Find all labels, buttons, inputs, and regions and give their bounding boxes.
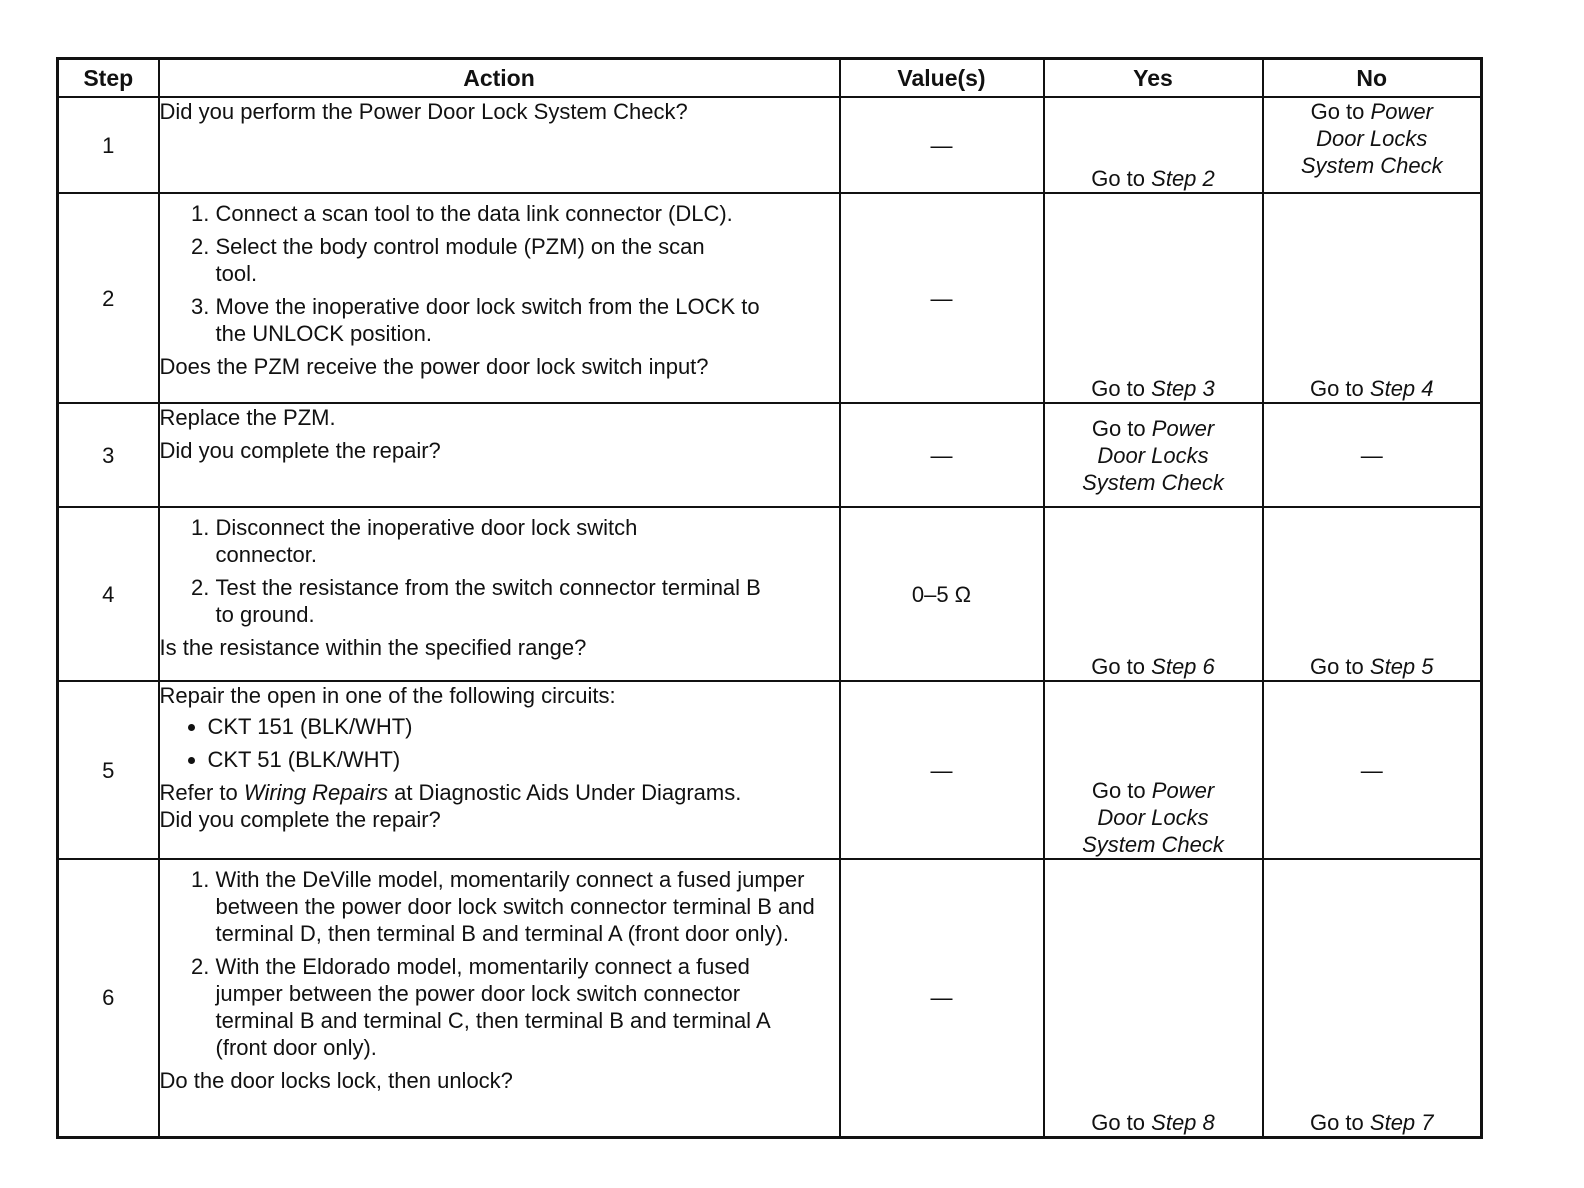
no-cell: —: [1263, 403, 1482, 507]
yes-target: Step 6: [1151, 654, 1215, 679]
list-item: 3. Move the inoperative door lock switch from the LOCK to the UNLOCK position.: [216, 293, 839, 347]
step-number: 2: [58, 193, 159, 403]
action-cell: [159, 97, 840, 193]
list-item: • CKT 51 (BLK/WHT): [208, 746, 839, 773]
question-text: Do the door locks lock, then unlock?: [159, 1068, 513, 1093]
action-steps-list: [160, 200, 839, 347]
step-number: 4: [58, 507, 159, 681]
action-steps-list: [160, 514, 839, 628]
goto-label: Go to: [1091, 654, 1146, 679]
no-cell: [1263, 507, 1482, 681]
step-number: 3: [58, 403, 159, 507]
refer-text: [160, 779, 839, 806]
action-text: Replace the PZM.: [159, 405, 336, 430]
action-steps-list: [160, 866, 839, 1061]
wiring-repairs-reference: Wiring Repairs: [243, 780, 388, 805]
question-text: Did you complete the repair?: [159, 807, 441, 832]
table-row: [58, 507, 1482, 681]
no-target: System Check: [1300, 153, 1443, 178]
list-item: 2. Select the body control module (PZM) on the scan tool.: [216, 233, 839, 287]
header-values: Value(s): [840, 59, 1044, 98]
header-row: [58, 59, 1482, 98]
value-cell: —: [840, 97, 1044, 193]
no-target: Power: [1370, 99, 1433, 124]
list-item: 2. With the Eldorado model, momentarily connect a fused jumper between the power door lock switch connector terminal B and terminal C, then terminal B and terminal A (front door only).: [216, 953, 839, 1061]
refer-suffix: at Diagnostic Aids Under Diagrams.: [394, 780, 742, 805]
action-cell: [159, 507, 840, 681]
yes-cell: [1044, 97, 1263, 193]
header-step: Step: [58, 59, 159, 98]
no-cell: [1263, 97, 1482, 193]
no-cell: [1263, 859, 1482, 1137]
action-cell: [159, 403, 840, 507]
diagnostic-table: [56, 57, 1483, 1139]
header-action: Action: [159, 59, 840, 98]
yes-target: Step 3: [1151, 376, 1215, 401]
list-item: • CKT 151 (BLK/WHT): [208, 713, 839, 740]
no-target: Step 7: [1369, 1109, 1434, 1135]
value-cell: 0–5 Ω: [840, 507, 1044, 681]
yes-target: Power: [1151, 778, 1215, 803]
header-yes: Yes: [1044, 59, 1263, 98]
goto-label: Go to: [1091, 415, 1146, 441]
yes-target: System Check: [1082, 832, 1224, 857]
action-text: Repair the open in one of the following circuits:: [159, 683, 616, 708]
action-cell: [159, 681, 840, 859]
no-cell: [1263, 193, 1482, 403]
list-item: 1. With the DeVille model, momentarily connect a fused jumper between the power door lock switch connector terminal B and terminal D, then terminal B and terminal A (front door only).: [216, 866, 839, 947]
table-row: [58, 193, 1482, 403]
yes-cell: [1044, 859, 1263, 1137]
step-number: 1: [58, 97, 159, 193]
refer-prefix: Refer to: [159, 780, 238, 805]
no-target: Door Locks: [1316, 126, 1428, 151]
action-cell: [159, 859, 840, 1137]
goto-label: Go to: [1091, 778, 1146, 803]
list-item: 1. Connect a scan tool to the data link connector (DLC).: [216, 200, 839, 227]
table-row: [58, 859, 1482, 1137]
table-row: [58, 403, 1482, 507]
yes-cell: [1044, 193, 1263, 403]
goto-label: Go to: [1309, 1109, 1364, 1135]
question-text: Did you complete the repair?: [159, 438, 441, 463]
yes-target: Step 8: [1151, 1109, 1215, 1135]
value-cell: —: [840, 403, 1044, 507]
no-target: Step 4: [1369, 376, 1434, 401]
table-row: [58, 681, 1482, 859]
question-text: Is the resistance within the specified range?: [159, 635, 587, 660]
list-item: 1. Disconnect the inoperative door lock switch connector.: [216, 514, 839, 568]
yes-target: System Check: [1082, 469, 1224, 495]
yes-cell: [1044, 507, 1263, 681]
no-cell: —: [1263, 681, 1482, 859]
list-item: 2. Test the resistance from the switch connector terminal B to ground.: [216, 574, 839, 628]
goto-label: Go to: [1091, 1109, 1146, 1135]
yes-target: Door Locks: [1097, 442, 1209, 468]
no-target: Step 5: [1369, 654, 1434, 679]
goto-label: Go to: [1091, 376, 1146, 401]
yes-cell: [1044, 681, 1263, 859]
question-text: Does the PZM receive the power door lock switch input?: [159, 354, 709, 379]
goto-label: Go to: [1309, 376, 1364, 401]
value-cell: —: [840, 193, 1044, 403]
value-cell: —: [840, 681, 1044, 859]
yes-cell: [1044, 403, 1263, 507]
yes-target: Step 2: [1151, 166, 1215, 191]
goto-label: Go to: [1310, 99, 1365, 124]
yes-target: Power: [1151, 415, 1215, 441]
yes-target: Door Locks: [1097, 805, 1209, 830]
action-text: Did you perform the Power Door Lock System Check?: [159, 99, 688, 124]
action-cell: [159, 193, 840, 403]
step-number: 5: [58, 681, 159, 859]
goto-label: Go to: [1309, 654, 1364, 679]
step-number: 6: [58, 859, 159, 1137]
header-no: No: [1263, 59, 1482, 98]
value-cell: —: [840, 859, 1044, 1137]
table-row: [58, 97, 1482, 193]
goto-label: Go to: [1091, 166, 1146, 191]
circuit-list: [160, 713, 839, 773]
